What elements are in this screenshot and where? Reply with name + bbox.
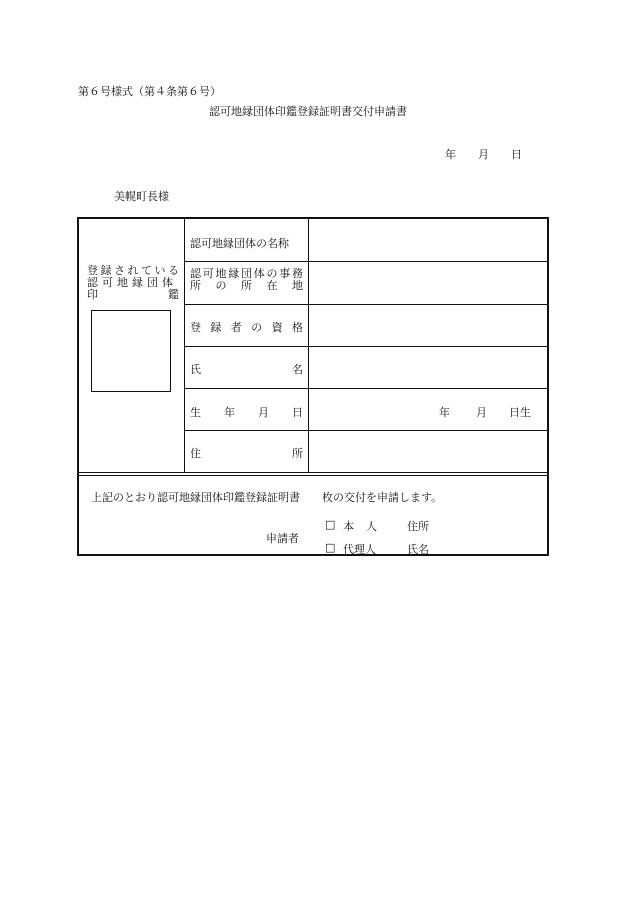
address-field-label: 住所 (407, 520, 429, 533)
section-divider-bottom (79, 475, 547, 476)
label-birthdate: 生 年 月 日 (190, 406, 303, 419)
application-form-table (77, 217, 549, 556)
date-month: 月 (478, 148, 489, 161)
row-divider (184, 388, 547, 389)
birth-year: 年 (439, 406, 450, 419)
seal-caption-line: 印 鑑 (87, 288, 179, 301)
option-self (325, 518, 429, 534)
date-line (445, 146, 522, 162)
seal-impression-box (91, 310, 171, 392)
checkbox-self[interactable]: □ (325, 518, 336, 531)
section-divider-top (79, 472, 547, 473)
birth-month: 月 (476, 406, 487, 419)
date-day: 日 (511, 148, 522, 161)
seal-caption-line: 認 可 地 縁 団 体 (87, 276, 173, 289)
row-divider (184, 304, 547, 305)
applicant-label: 申請者 (266, 532, 299, 545)
label-registrant-qualification: 登 録 者 の 資 格 (190, 321, 303, 334)
option-self-label: 本 人 (343, 520, 377, 533)
row-divider (184, 261, 547, 262)
label-address: 住 所 (190, 447, 303, 460)
date-year: 年 (445, 148, 456, 161)
checkbox-proxy[interactable]: □ (325, 541, 336, 554)
seal-caption-line: 登 録 さ れ て い る (87, 264, 179, 277)
birthdate-value (439, 404, 531, 420)
option-proxy (325, 541, 429, 557)
document-title: 認可地縁団体印鑑登録証明書交付申請書 (209, 105, 407, 118)
addressee: 美幌町長様 (114, 190, 169, 203)
birth-day: 日生 (509, 406, 531, 419)
label-name: 氏 名 (190, 363, 303, 376)
request-statement: 上記のとおり認可地縁団体印鑑登録証明書 枚の交付を申請します。 (91, 491, 443, 504)
row-divider (184, 430, 547, 431)
seal-caption (87, 265, 179, 301)
form-code: 第６号様式（第４条第６号） (78, 85, 221, 98)
label-group-name: 認可地縁団体の名称 (190, 237, 289, 250)
option-proxy-label: 代理人 (343, 543, 376, 556)
row-divider (184, 346, 547, 347)
name-field-label: 氏名 (407, 543, 429, 556)
label-office-address: 認 可 地 縁 団 体 の 事 務 所 の 所 在 地 (190, 267, 303, 292)
